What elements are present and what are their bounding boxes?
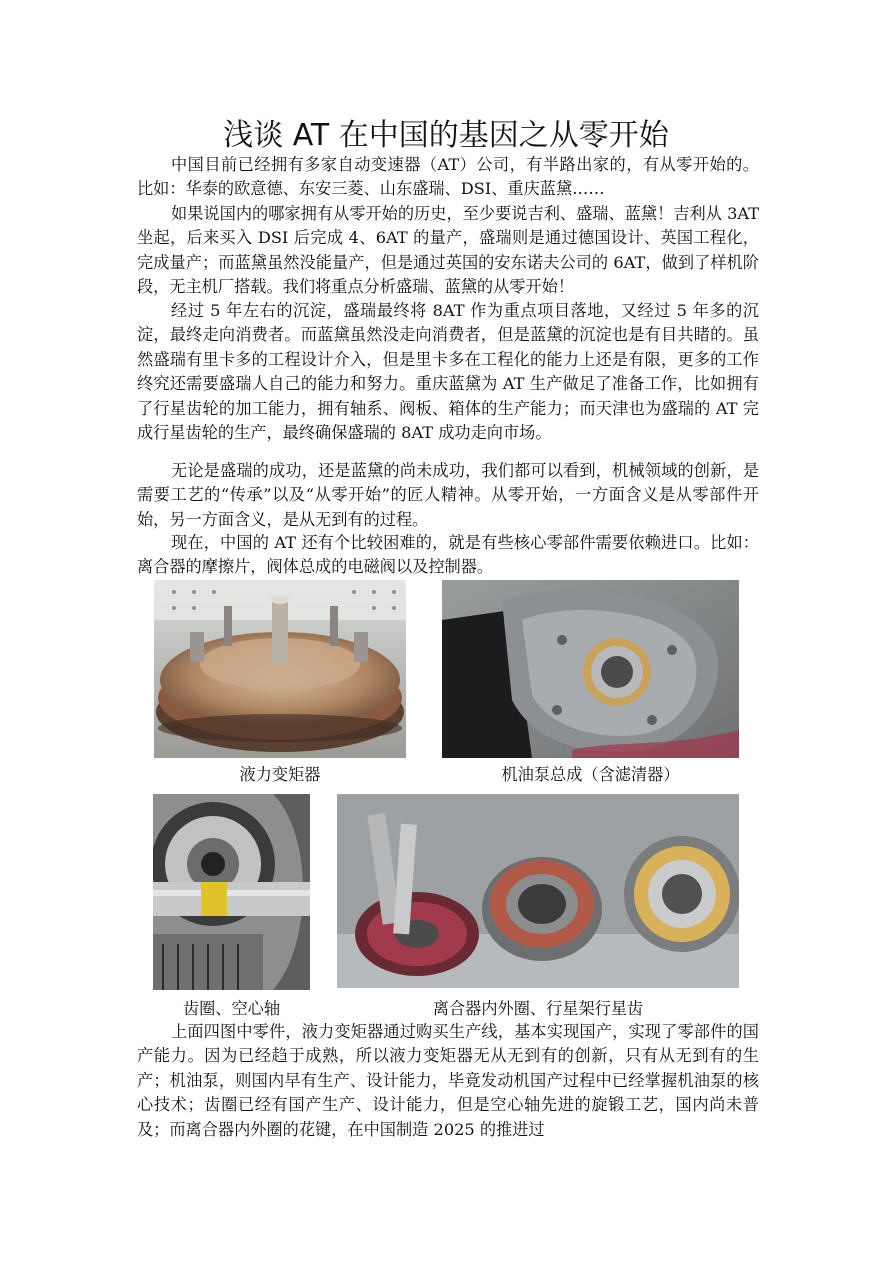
caption-oil-pump: 机油泵总成（含滤清器） [501,765,680,784]
paragraph-imports: 现在，中国的 AT 还有个比较困难的，就是有些核心零部件需要依赖进口。比如：离合器的摩擦片，阀体总成的电磁阀以及控制器。 [137,533,759,577]
clutch-rings-planetary-photo [337,794,739,988]
caption-ring-gear: 齿圈、空心轴 [182,999,281,1018]
caption-clutch-rings: 离合器内外圈、行星架行星齿 [432,999,644,1018]
paragraph-localization: 上面四图中零件，液力变矩器通过购买生产线，基本实现国产，实现了零部件的国产能力。因为已经趋于成熟，所以液力变矩器无从无到有的创新，只有从无到有的生产；机油泵，则国内早有生产、设计能力，毕竟发动机国产过程中已经掌握机油泵的核心技术；齿圈已经有国产生产、设计能力，但是空心轴先进的旋锻工艺，国内尚未普及；而离合器内外圈的花键，在中国制造 2025 的推进过 [137,1022,759,1139]
paragraph-intro: 中国目前已经拥有多家自动变速器（AT）公司，有半路出家的，有从零开始的。比如：华泰的欧意德、东安三菱、山东盛瑞、DSI、重庆蓝黛…… [137,155,759,199]
ring-gear-hollow-shaft-photo [153,794,310,990]
paragraph-innovation: 无论是盛瑞的成功，还是蓝黛的尚未成功，我们都可以看到，机械领域的创新，是需要工艺的“传承”以及“从零开始”的匠人精神。从零开始，一方面含义是从零部件开始，另一方面含义，是从无到有的过程。 [137,461,759,529]
paragraph-accumulation: 经过 5 年左右的沉淀，盛瑞最终将 8AT 作为重点项目落地，又经过 5 年多的沉淀，最终走向消费者。而蓝黛虽然没走向消费者，但是蓝黛的沉淀也是有目共睹的。虽然盛瑞有里卡多的工程设计介入，但是里卡多在工程化的能力上还是有限，更多的工作终究还需要盛瑞人自己的能力和努力。重庆蓝黛为 AT 生产做足了准备工作，比如拥有了行星齿轮的加工能力，拥有轴系、阀板、箱体的生产能力；而天津也为盛瑞的 AT 完成行星齿轮的生产，最终确保盛瑞的 8AT 成功走向市场。 [137,301,759,443]
torque-converter-photo [154,580,406,758]
oil-pump-assembly-photo [442,580,739,758]
paragraph-history: 如果说国内的哪家拥有从零开始的历史，至少要说吉利、盛瑞、蓝黛！吉利从 3AT 坐起，后来买入 DSI 后完成 4、6AT 的量产，盛瑞则是通过德国设计、英国工程化，完成量产；而蓝黛虽然没能量产，但是通过英国的安东诺夫公司的 6AT，做到了样机阶段，无主机厂搭载。我们将重点分析盛瑞、蓝黛的从零开始！ [137,204,759,297]
caption-torque-converter: 液力变矩器 [239,765,321,784]
document-title: 浅谈 AT 在中国的基因之从零开始 [223,118,669,153]
